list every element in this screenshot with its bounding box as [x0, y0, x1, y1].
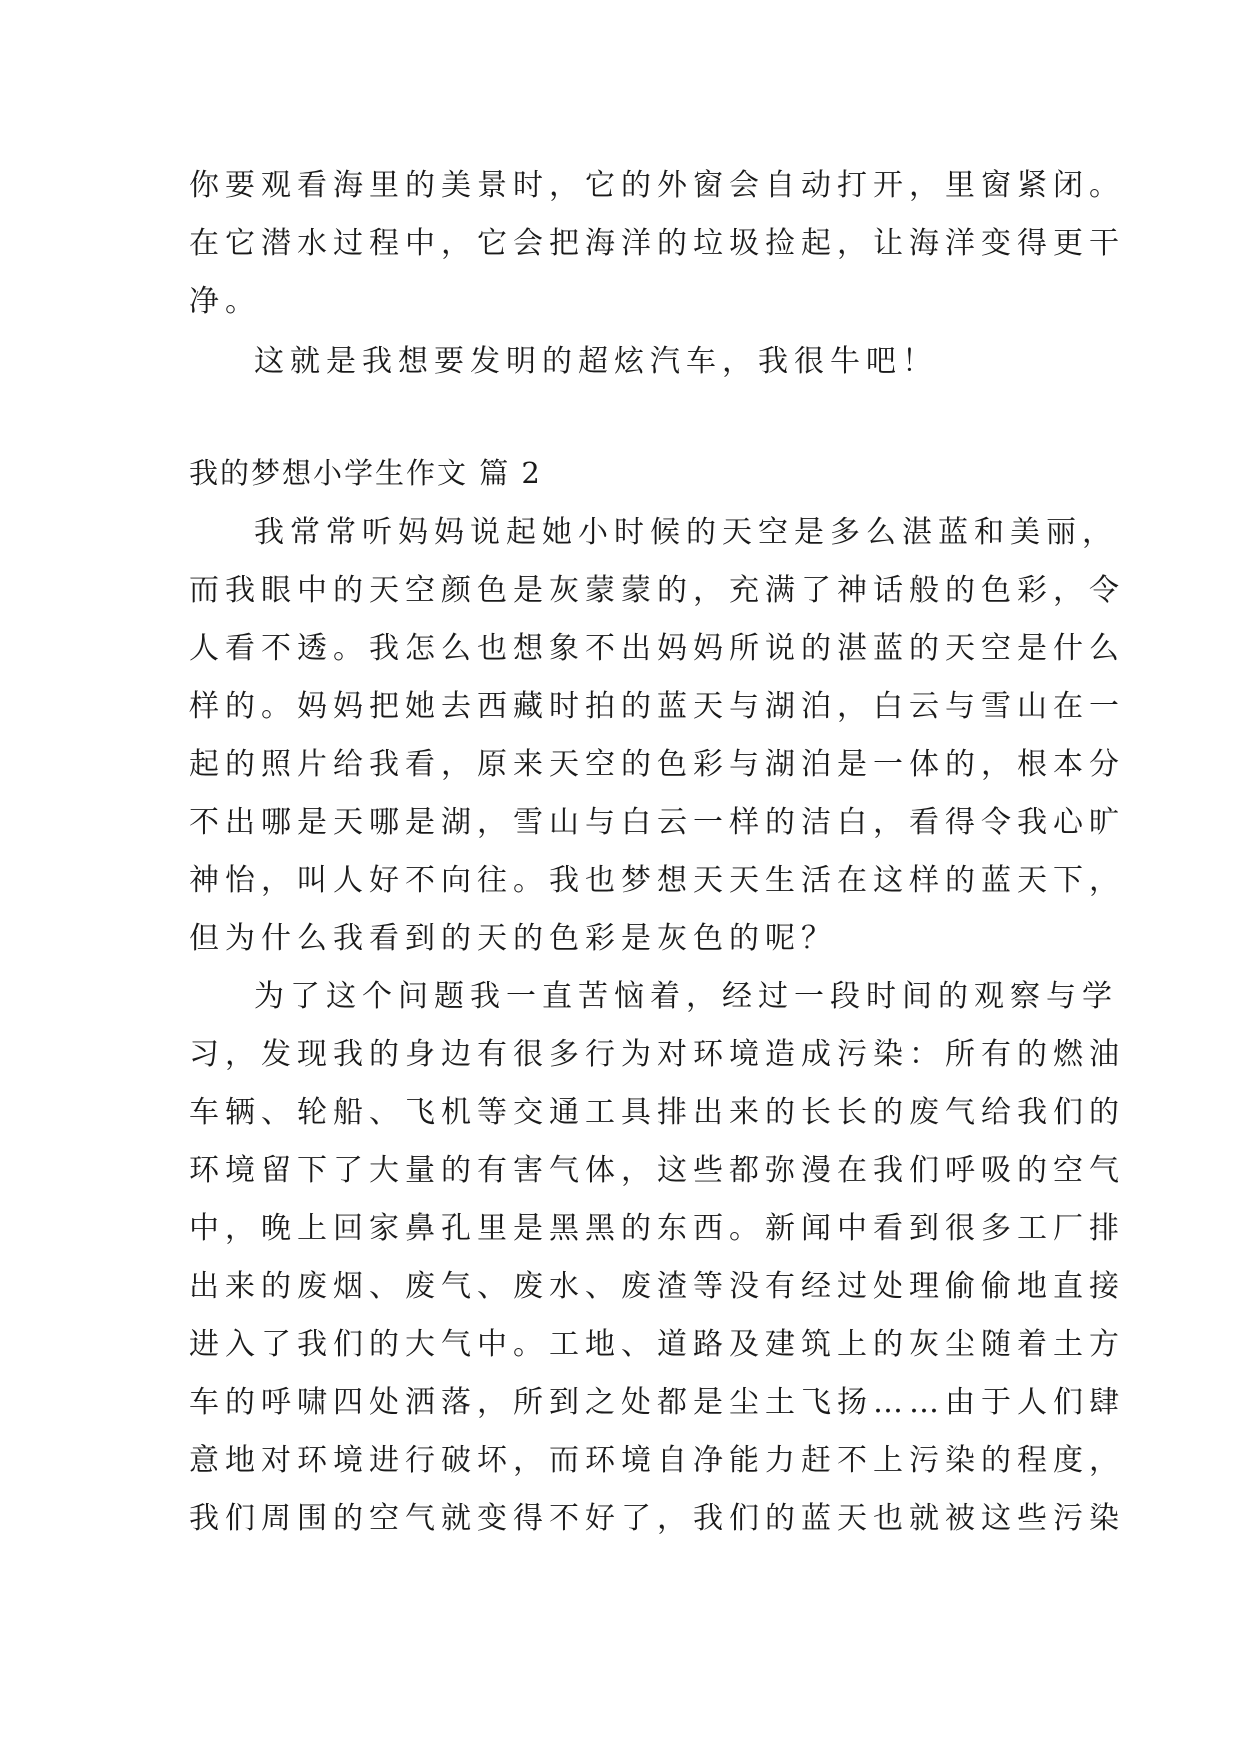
text-line: 出来的废烟、废气、废水、废渣等没有经过处理偷偷地直接	[189, 1269, 1125, 1304]
text-line: 我常常听妈妈说起她小时候的天空是多么湛蓝和美丽，	[254, 515, 1118, 550]
text-line: 这就是我想要发明的超炫汽车，我很牛吧！	[254, 344, 938, 379]
text-line: 你要观看海里的美景时，它的外窗会自动打开，里窗紧闭。	[189, 168, 1125, 203]
section-title: 我的梦想小学生作文 篇 2	[189, 456, 542, 490]
text-line: 中，晚上回家鼻孔里是黑黑的东西。新闻中看到很多工厂排	[189, 1211, 1125, 1246]
text-line: 习，发现我的身边有很多行为对环境造成污染：所有的燃油	[189, 1037, 1125, 1072]
text-line: 净。	[189, 284, 261, 319]
text-line: 车辆、轮船、飞机等交通工具排出来的长长的废气给我们的	[189, 1095, 1125, 1130]
text-line: 在它潜水过程中，它会把海洋的垃圾捡起，让海洋变得更干	[189, 226, 1125, 261]
text-line: 而我眼中的天空颜色是灰蒙蒙的，充满了神话般的色彩，令	[189, 573, 1125, 608]
text-line: 起的照片给我看，原来天空的色彩与湖泊是一体的，根本分	[189, 747, 1125, 782]
text-line: 进入了我们的大气中。工地、道路及建筑上的灰尘随着土方	[189, 1327, 1125, 1362]
text-line: 车的呼啸四处洒落，所到之处都是尘土飞扬……由于人们肆	[189, 1385, 1125, 1420]
text-line: 人看不透。我怎么也想象不出妈妈所说的湛蓝的天空是什么	[189, 631, 1125, 666]
text-line: 意地对环境进行破坏，而环境自净能力赶不上污染的程度，	[189, 1443, 1125, 1478]
text-line: 不出哪是天哪是湖，雪山与白云一样的洁白，看得令我心旷	[189, 805, 1125, 840]
text-line: 但为什么我看到的天的色彩是灰色的呢？	[189, 921, 837, 956]
text-line: 为了这个问题我一直苦恼着，经过一段时间的观察与学	[254, 979, 1118, 1014]
text-line: 神怡，叫人好不向往。我也梦想天天生活在这样的蓝天下，	[189, 863, 1125, 898]
text-line: 样的。妈妈把她去西藏时拍的蓝天与湖泊，白云与雪山在一	[189, 689, 1125, 724]
text-line: 环境留下了大量的有害气体，这些都弥漫在我们呼吸的空气	[189, 1153, 1125, 1188]
text-line: 我们周围的空气就变得不好了，我们的蓝天也就被这些污染	[189, 1501, 1125, 1536]
